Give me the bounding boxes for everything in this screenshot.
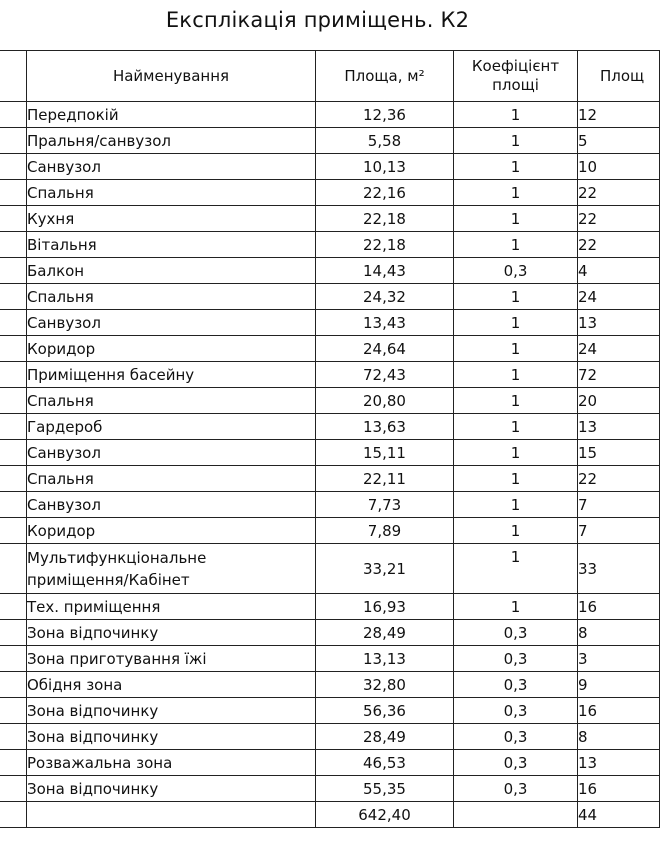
room-name: Розважальна зона (27, 750, 316, 776)
room-name: Санвузол (27, 440, 316, 466)
table-row (0, 776, 660, 802)
row-number (0, 414, 27, 440)
room-coefficient: 1 (454, 284, 578, 310)
table-row (0, 388, 660, 414)
header-reduced-area: Площ (578, 51, 660, 102)
room-name: Приміщення басейну (27, 362, 316, 388)
room-reduced-area: 7 (578, 518, 660, 544)
table-row (0, 544, 660, 594)
room-reduced-area: 16 (578, 594, 660, 620)
table-row (0, 724, 660, 750)
row-number (0, 258, 27, 284)
header-coefficient (454, 51, 578, 102)
row-number (0, 620, 27, 646)
room-name: Обідня зона (27, 672, 316, 698)
room-area: 13,43 (316, 310, 454, 336)
room-area: 20,80 (316, 388, 454, 414)
room-reduced-area: 24 (578, 284, 660, 310)
room-reduced-area: 22 (578, 232, 660, 258)
row-number (0, 802, 27, 828)
room-area: 22,18 (316, 232, 454, 258)
room-area: 22,18 (316, 206, 454, 232)
room-coefficient: 1 (454, 310, 578, 336)
room-reduced-area: 16 (578, 698, 660, 724)
room-coefficient: 1 (454, 336, 578, 362)
table-row (0, 128, 660, 154)
room-reduced-area: 33 (578, 544, 660, 594)
row-number (0, 440, 27, 466)
room-name: Пральня/санвузол (27, 128, 316, 154)
room-coefficient: 1 (454, 544, 578, 594)
total-area: 642,40 (316, 802, 454, 828)
room-coefficient: 1 (454, 154, 578, 180)
room-area: 33,21 (316, 544, 454, 594)
room-reduced-area: 4 (578, 258, 660, 284)
row-number (0, 206, 27, 232)
room-name: Спальня (27, 388, 316, 414)
table-row (0, 362, 660, 388)
table-row (0, 466, 660, 492)
room-reduced-area: 9 (578, 672, 660, 698)
room-name: Передпокій (27, 102, 316, 128)
room-area: 7,73 (316, 492, 454, 518)
room-name: Санвузол (27, 492, 316, 518)
row-number (0, 750, 27, 776)
room-name: Санвузол (27, 154, 316, 180)
room-name: Коридор (27, 336, 316, 362)
table-row (0, 206, 660, 232)
room-coefficient: 1 (454, 232, 578, 258)
room-coefficient: 1 (454, 206, 578, 232)
room-area: 13,63 (316, 414, 454, 440)
room-area: 72,43 (316, 362, 454, 388)
table-row (0, 102, 660, 128)
room-area: 46,53 (316, 750, 454, 776)
room-coefficient: 0,3 (454, 750, 578, 776)
header-number (0, 51, 27, 102)
row-number (0, 672, 27, 698)
total-name (27, 802, 316, 828)
header-coefficient-line2: площі (492, 76, 539, 94)
room-name-line2: приміщення/Кабінет (27, 570, 190, 589)
page-title: Експлікація приміщень. К2 (165, 8, 470, 32)
room-reduced-area: 24 (578, 336, 660, 362)
room-area: 12,36 (316, 102, 454, 128)
room-area: 5,58 (316, 128, 454, 154)
room-area: 56,36 (316, 698, 454, 724)
row-number (0, 492, 27, 518)
room-area: 28,49 (316, 724, 454, 750)
room-reduced-area: 12 (578, 102, 660, 128)
room-name: Зона приготування їжі (27, 646, 316, 672)
room-reduced-area: 72 (578, 362, 660, 388)
table-row (0, 646, 660, 672)
explication-table (0, 50, 660, 828)
table-row (0, 518, 660, 544)
room-reduced-area: 20 (578, 388, 660, 414)
room-coefficient: 1 (454, 518, 578, 544)
explication-table-wrapper (0, 50, 659, 828)
table-body (0, 102, 660, 828)
room-reduced-area: 22 (578, 466, 660, 492)
room-area: 7,89 (316, 518, 454, 544)
table-row (0, 180, 660, 206)
room-coefficient: 0,3 (454, 724, 578, 750)
row-number (0, 102, 27, 128)
room-area: 28,49 (316, 620, 454, 646)
room-coefficient: 1 (454, 362, 578, 388)
header-coefficient-line1: Коефіцієнт (471, 57, 560, 75)
room-area: 32,80 (316, 672, 454, 698)
room-area: 16,93 (316, 594, 454, 620)
table-row (0, 492, 660, 518)
room-coefficient: 1 (454, 466, 578, 492)
row-number (0, 336, 27, 362)
room-coefficient: 1 (454, 128, 578, 154)
room-name: Спальня (27, 466, 316, 492)
row-number (0, 388, 27, 414)
room-reduced-area: 13 (578, 750, 660, 776)
room-name: Кухня (27, 206, 316, 232)
total-coefficient (454, 802, 578, 828)
row-number (0, 128, 27, 154)
room-reduced-area: 22 (578, 206, 660, 232)
row-number (0, 518, 27, 544)
row-number (0, 310, 27, 336)
table-row (0, 414, 660, 440)
table-row (0, 258, 660, 284)
room-coefficient: 1 (454, 440, 578, 466)
row-number (0, 698, 27, 724)
room-coefficient: 0,3 (454, 672, 578, 698)
room-name: Санвузол (27, 310, 316, 336)
row-number (0, 594, 27, 620)
row-number (0, 284, 27, 310)
row-number (0, 646, 27, 672)
room-area: 14,43 (316, 258, 454, 284)
room-reduced-area: 8 (578, 620, 660, 646)
header-name: Найменування (27, 51, 316, 102)
room-coefficient: 0,3 (454, 646, 578, 672)
room-area: 22,16 (316, 180, 454, 206)
room-area: 13,13 (316, 646, 454, 672)
room-coefficient: 0,3 (454, 776, 578, 802)
room-coefficient: 1 (454, 388, 578, 414)
room-reduced-area: 22 (578, 180, 660, 206)
table-row (0, 154, 660, 180)
room-reduced-area: 8 (578, 724, 660, 750)
room-name: Балкон (27, 258, 316, 284)
room-area: 24,32 (316, 284, 454, 310)
table-total-row (0, 802, 660, 828)
room-reduced-area: 10 (578, 154, 660, 180)
room-name: Зона відпочинку (27, 776, 316, 802)
room-coefficient: 1 (454, 414, 578, 440)
room-coefficient: 1 (454, 594, 578, 620)
row-number (0, 180, 27, 206)
room-name: Коридор (27, 518, 316, 544)
table-row (0, 232, 660, 258)
room-name: Зона відпочинку (27, 724, 316, 750)
table-row (0, 310, 660, 336)
room-area: 55,35 (316, 776, 454, 802)
room-coefficient: 0,3 (454, 258, 578, 284)
room-area: 10,13 (316, 154, 454, 180)
total-reduced-area: 44 (578, 802, 660, 828)
room-area: 15,11 (316, 440, 454, 466)
room-reduced-area: 13 (578, 310, 660, 336)
table-row (0, 440, 660, 466)
room-name-line1: Мультифункціональне (27, 548, 207, 567)
row-number (0, 154, 27, 180)
table-row (0, 336, 660, 362)
room-name: Гардероб (27, 414, 316, 440)
table-row (0, 750, 660, 776)
room-coefficient: 1 (454, 102, 578, 128)
room-reduced-area: 16 (578, 776, 660, 802)
row-number (0, 776, 27, 802)
room-name: Спальня (27, 180, 316, 206)
row-number (0, 232, 27, 258)
room-name: Зона відпочинку (27, 620, 316, 646)
room-reduced-area: 5 (578, 128, 660, 154)
room-reduced-area: 15 (578, 440, 660, 466)
row-number (0, 466, 27, 492)
row-number (0, 724, 27, 750)
table-row (0, 672, 660, 698)
room-area: 22,11 (316, 466, 454, 492)
room-name: Зона відпочинку (27, 698, 316, 724)
room-name (27, 544, 316, 594)
room-coefficient: 1 (454, 180, 578, 206)
room-coefficient: 1 (454, 492, 578, 518)
table-row (0, 594, 660, 620)
room-reduced-area: 7 (578, 492, 660, 518)
table-row (0, 284, 660, 310)
room-name: Спальня (27, 284, 316, 310)
room-coefficient: 0,3 (454, 620, 578, 646)
room-area: 24,64 (316, 336, 454, 362)
table-row (0, 620, 660, 646)
header-area: Площа, м² (316, 51, 454, 102)
table-header-row (0, 51, 660, 102)
table-row (0, 698, 660, 724)
room-name: Тех. приміщення (27, 594, 316, 620)
row-number (0, 544, 27, 594)
room-reduced-area: 13 (578, 414, 660, 440)
row-number (0, 362, 27, 388)
room-name: Вітальня (27, 232, 316, 258)
room-coefficient: 0,3 (454, 698, 578, 724)
room-reduced-area: 3 (578, 646, 660, 672)
